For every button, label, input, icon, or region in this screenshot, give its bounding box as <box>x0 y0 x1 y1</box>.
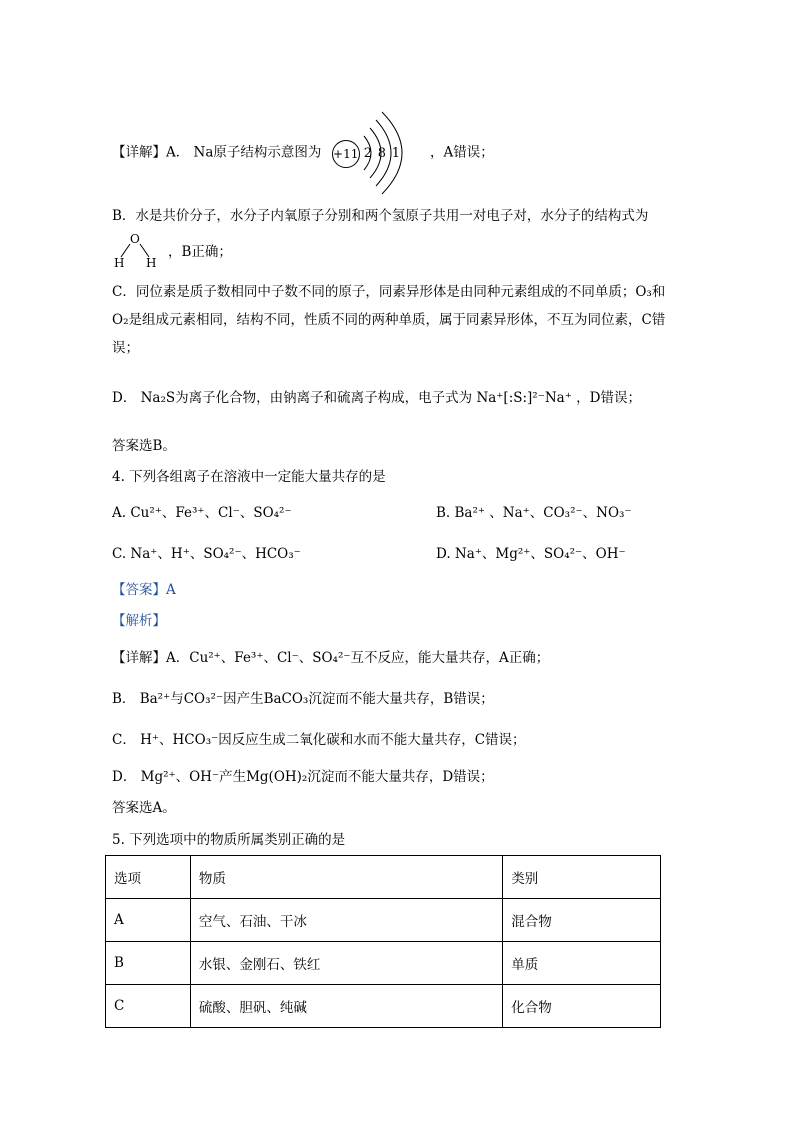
q4-stem: 4. 下列各组离子在溶液中一定能大量共存的是 <box>112 469 386 485</box>
shell-1-electrons: 2 <box>363 146 372 161</box>
q4-option-a: A. Cu²⁺、Fe³⁺、Cl⁻、SO₄²⁻ <box>112 505 292 521</box>
q3-a-text: 【详解】A． Na原子结构示意图为 <box>112 144 322 161</box>
na-atom-structure-diagram <box>330 136 422 170</box>
shell-3-electrons: 1 <box>391 146 400 161</box>
row-substance: 空气、石油、干冰 <box>190 899 502 942</box>
q3-b-verdict: ，B正确； <box>168 244 232 260</box>
q3-a-verdict: ，A错误； <box>430 144 494 161</box>
water-hydrogen-1: H <box>114 256 125 270</box>
row-option: A <box>106 899 191 942</box>
shell-2-electrons: 8 <box>377 146 386 161</box>
q5-stem: 5. 下列选项中的物质所属类别正确的是 <box>112 832 346 848</box>
q3-option-c: C．同位素是质子数相同中子数不同的原子，同素异形体是由同种元素组成的不同单质；O₃和O₂是组成元素相同，结构不同，性质不同的两种单质，属于同素异形体，不互为同位素，C错误； <box>112 284 666 356</box>
q4-answer: 答案选A。 <box>112 800 176 816</box>
q3-d-verdict: ，D错误； <box>576 390 641 406</box>
row-category: 单质 <box>503 942 661 985</box>
q4-option-d: D. Na⁺、Mg²⁺、SO₄²⁻、OH⁻ <box>436 546 626 562</box>
q4-detail-c: C． H⁺、HCO₃⁻因反应生成二氧化碳和水而不能大量共存，C错误； <box>112 732 526 748</box>
row-substance: 水银、金刚石、铁红 <box>190 942 502 985</box>
na-nucleus: +11 <box>332 140 360 168</box>
table-header-row <box>106 856 661 899</box>
header-substance: 物质 <box>190 856 502 899</box>
water-structural-formula <box>112 232 162 272</box>
q4-detail-b: B． Ba²⁺与CO₃²⁻因产生BaCO₃沉淀而不能大量共存，B错误； <box>112 691 494 707</box>
row-option: C <box>106 985 191 1028</box>
row-substance: 硫酸、胆矾、纯碱 <box>190 985 502 1028</box>
q4-option-c: C. Na⁺、H⁺、SO₄²⁻、HCO₃⁻ <box>112 546 301 562</box>
header-category: 类别 <box>503 856 661 899</box>
q4-detail-d: D． Mg²⁺、OH⁻产生Mg(OH)₂沉淀而不能大量共存，D错误； <box>112 769 494 785</box>
row-category: 混合物 <box>503 899 661 942</box>
q4-option-b: B. Ba²⁺ 、Na⁺、CO₃²⁻、NO₃⁻ <box>436 505 632 521</box>
q4-analysis-tag: 【解析】 <box>112 613 166 629</box>
row-option: B <box>106 942 191 985</box>
table-row <box>106 899 661 942</box>
water-hydrogen-2: H <box>146 256 157 270</box>
water-oxygen: O <box>130 232 140 246</box>
q3-option-b: B．水是共价分子，水分子内氧原子分别和两个氢原子共用一对电子对，水分子的结构式为 <box>112 208 649 224</box>
na2s-electron-formula: Na⁺[:S:]²⁻Na⁺ <box>476 390 572 406</box>
q3-answer: 答案选B。 <box>112 438 176 454</box>
table-row <box>106 985 661 1028</box>
q3-d-text: D． Na₂S为离子化合物，由钠离子和硫离子构成，电子式为 <box>112 390 473 406</box>
q3-option-a <box>112 136 494 170</box>
q5-options-table <box>105 855 661 1028</box>
q4-detail-a: 【详解】A．Cu²⁺、Fe³⁺、Cl⁻、SO₄²⁻互不反应，能大量共存，A正确； <box>112 650 550 666</box>
header-option: 选项 <box>106 856 191 899</box>
row-category: 化合物 <box>503 985 661 1028</box>
table-row <box>106 942 661 985</box>
q4-answer-tag: 【答案】A <box>112 582 176 598</box>
q3-option-d <box>112 388 641 408</box>
